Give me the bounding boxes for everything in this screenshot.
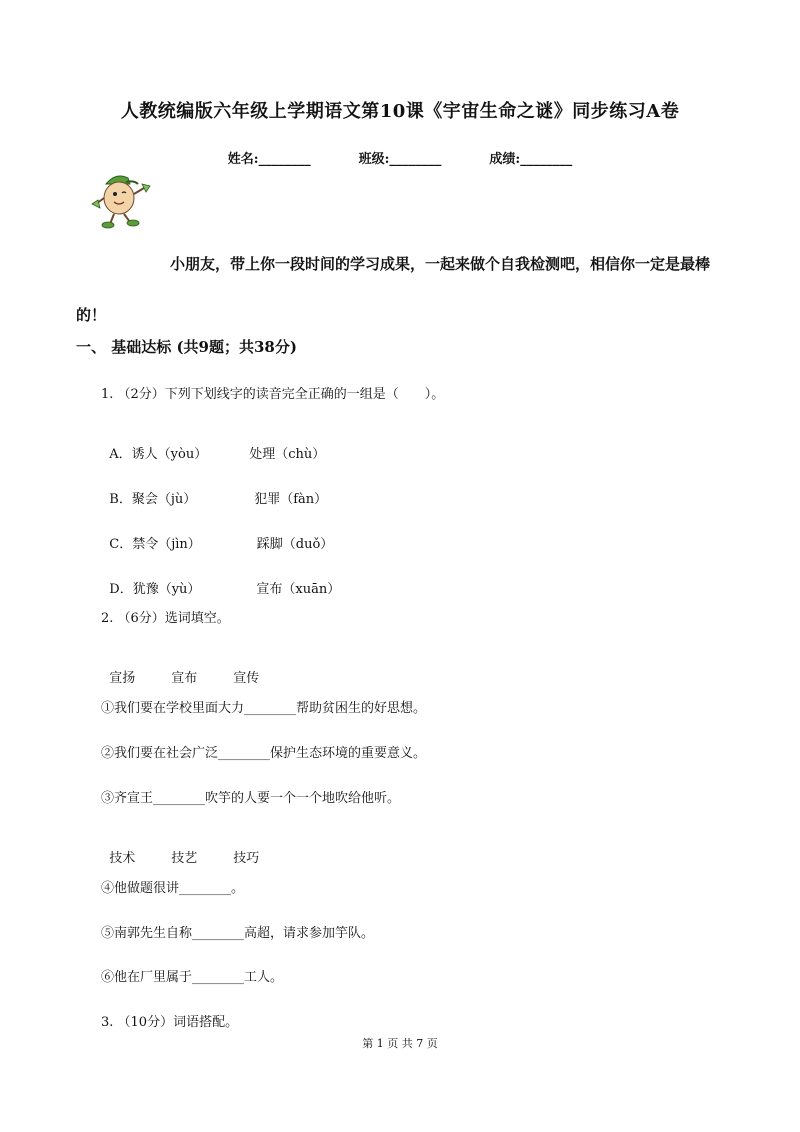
option-letter: D． (109, 582, 133, 597)
q1-option-b[interactable] (101, 473, 327, 507)
option-letter: B． (109, 492, 132, 507)
option-letter: C． (109, 537, 133, 552)
option-word-1: 聚会（jù） (131, 492, 197, 507)
word-bank-2 (101, 832, 259, 866)
word-bank-item: 宣布 (171, 671, 198, 686)
student-info-row (0, 148, 800, 167)
word-bank-item: 技术 (109, 851, 136, 866)
question-3-stem: 3. （10分）词语搭配。 (101, 1015, 239, 1030)
fill-sentence-4: ④他做题很讲________。 (101, 881, 245, 896)
option-word-2: 犯罪（fàn） (254, 492, 328, 507)
question-2-stem: 2. （6分）选词填空。 (101, 611, 230, 626)
question-1-stem: 1. （2分）下列下划线字的读音完全正确的一组是（ ）。 (101, 387, 445, 402)
fill-sentence-3: ③齐宣王________吹竽的人要一个一个地吹给他听。 (101, 791, 401, 806)
word-bank-item: 技艺 (171, 851, 198, 866)
option-word-1: 禁令（jìn） (132, 537, 201, 552)
name-field[interactable]: 姓名:________ (227, 152, 311, 167)
option-word-2: 宣布（xuān） (256, 582, 341, 597)
intro-paragraph: 小朋友，带上你一段时间的学习成果，一起来做个自我检测吧，相信你一定是最棒的！ (76, 255, 711, 324)
score-field[interactable]: 成绩:________ (489, 152, 573, 167)
class-field[interactable]: 班级:________ (358, 152, 442, 167)
option-word-1: 犹豫（yù） (132, 582, 201, 597)
word-bank-item: 宣扬 (109, 671, 136, 686)
q1-option-d[interactable] (101, 563, 340, 597)
q1-option-c[interactable] (101, 518, 333, 552)
option-word-2: 处理（chù） (249, 447, 326, 462)
option-word-1: 诱人（yòu） (131, 447, 208, 462)
fill-sentence-2: ②我们要在社会广泛________保护生态环境的重要意义。 (101, 746, 427, 761)
cartoon-mascot-icon (86, 170, 156, 230)
word-bank-1 (101, 652, 259, 686)
option-letter: A． (109, 447, 132, 462)
q1-option-a[interactable] (101, 428, 325, 462)
fill-sentence-1: ①我们要在学校里面大力________帮助贫困生的好思想。 (101, 701, 427, 716)
document-title: 人教统编版六年级上学期语文第10课《宇宙生命之谜》同步练习A卷 (120, 101, 680, 122)
fill-sentence-5: ⑤南郭先生自称________高超，请求参加竽队。 (101, 926, 375, 941)
word-bank-item: 宣传 (233, 671, 260, 686)
word-bank-item: 技巧 (233, 851, 260, 866)
page-number: 第 1 页 共 7 页 (362, 1037, 438, 1050)
section-heading: 一、 基础达标 (共9题；共38分) (76, 338, 297, 356)
option-word-2: 踩脚（duǒ） (256, 537, 334, 552)
fill-sentence-6: ⑥他在厂里属于________工人。 (101, 970, 284, 985)
